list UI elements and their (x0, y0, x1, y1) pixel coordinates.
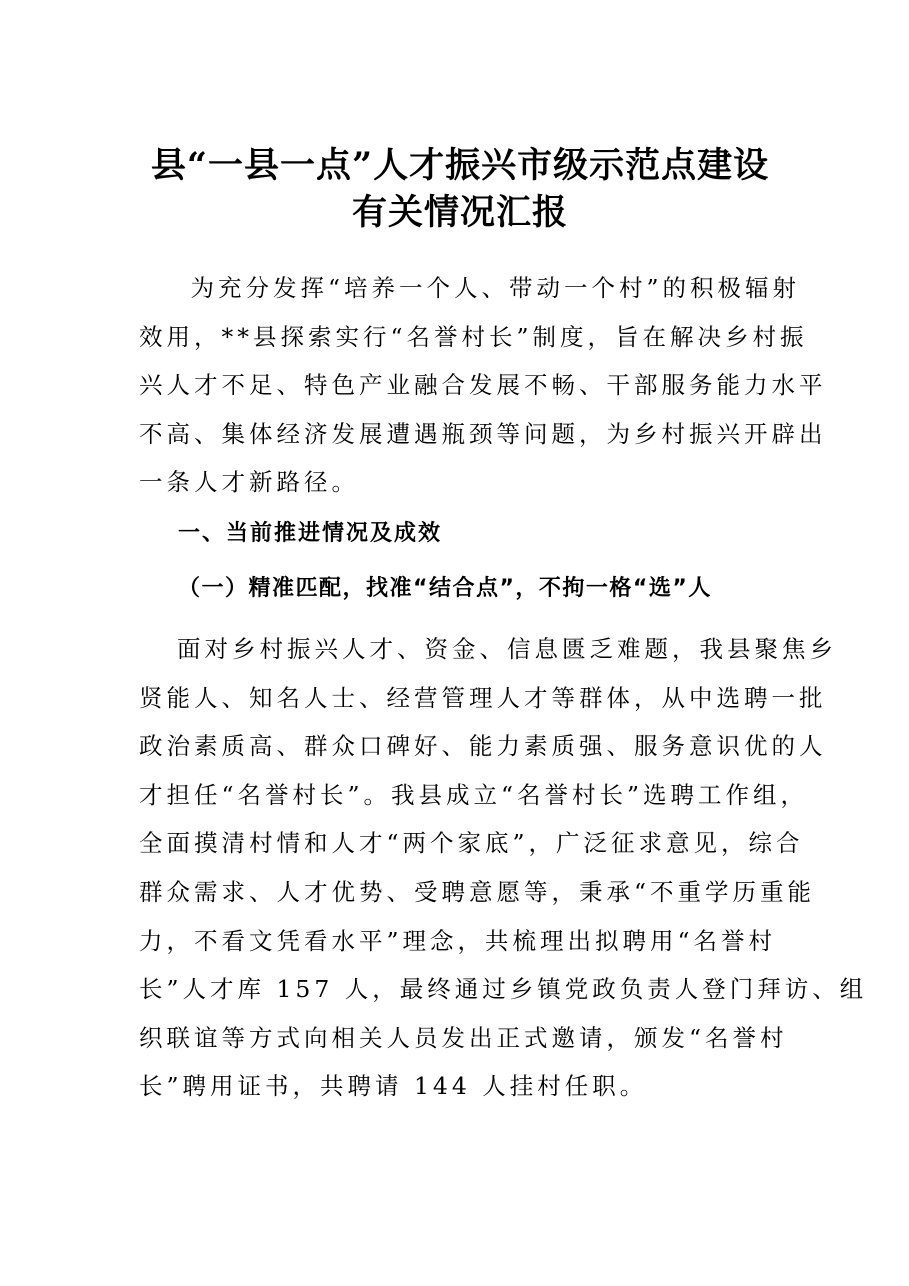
body-line: 群众需求、人才优势、受聘意愿等，秉承“不重学历重能 (139, 877, 816, 906)
intro-line: 不高、集体经济发展遭遇瓶颈等问题，为乡村振兴开辟出 (139, 419, 827, 448)
body-line: 才担任“名誉村长”。我县成立“名誉村长”选聘工作组， (139, 780, 809, 809)
intro-line: 为充分发挥“培养一个人、带动一个村”的积极辐射 (163, 274, 801, 302)
intro-paragraph (139, 264, 827, 507)
body-line: 全面摸清村情和人才“两个家底”，广泛征求意见，综合 (139, 829, 804, 858)
body-line: 长”聘用证书，共聘请 144 人挂村任职。 (139, 1072, 648, 1101)
document-title-line-2: 有关情况汇报 (351, 192, 568, 233)
body-line: 贤能人、知名人士、经营管理人才等群体，从中选聘一批 (139, 683, 827, 712)
body-line: 面对乡村振兴人才、资金、信息匮乏难题，我县聚焦乡 (177, 635, 837, 663)
intro-line: 效用，**县探索实行“名誉村长”制度，旨在解决乡村振 (139, 322, 808, 351)
intro-line: 兴人才不足、特色产业融合发展不畅、干部服务能力水平 (139, 371, 827, 400)
subsection-heading: （一）精准匹配，找准“结合点”，不拘一格“选”人 (178, 576, 712, 601)
body-line: 力，不看文凭看水平”理念，共梳理出拟聘用“名誉村 (139, 926, 777, 955)
body-paragraph (139, 625, 868, 1111)
body-line: 长”人才库 157 人，最终通过乡镇党政负责人登门拜访、组 (139, 975, 868, 1004)
body-line: 政治素质高、群众口碑好、能力素质强、服务意识优的人 (139, 732, 827, 761)
body-line: 织联谊等方式向相关人员发出正式邀请，颁发“名誉村 (139, 1023, 788, 1052)
intro-line: 一条人才新路径。 (139, 468, 359, 497)
section-heading: 一、当前推进情况及成效 (178, 521, 443, 546)
document-title-line-1: 县“一县一点”人才振兴市级示范点建设 (150, 145, 770, 186)
